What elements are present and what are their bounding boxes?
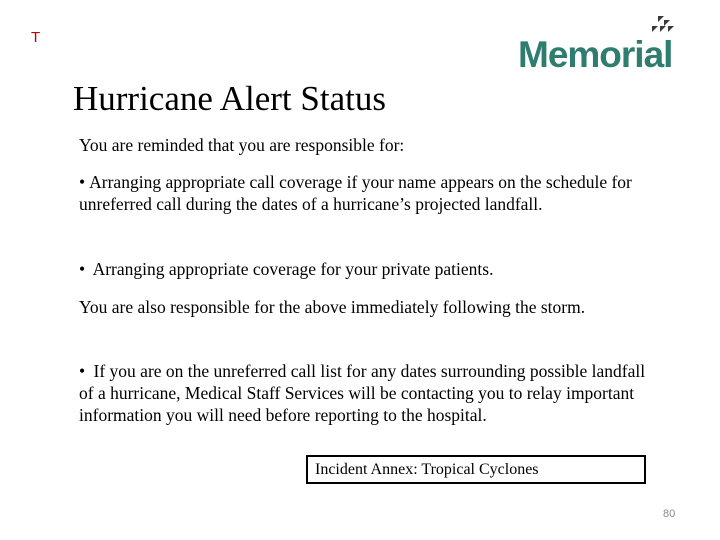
bullet-icon: • bbox=[79, 172, 86, 192]
followup-text: You are also responsible for the above immediately following the storm. bbox=[79, 297, 586, 317]
corner-mark: T bbox=[31, 29, 41, 46]
page-number: 80 bbox=[663, 508, 676, 520]
bullet-text: If you are on the unreferred call list for any dates surrounding possible landfall of a hurricane, Medical Staff Services will be contacting you to relay important information you will need before reporting to the hospital. bbox=[79, 361, 646, 425]
annex-label: Incident Annex: Tropical Cyclones bbox=[315, 461, 539, 478]
bullet-item-private-patients bbox=[79, 258, 659, 280]
bullet-item-call-coverage bbox=[79, 171, 659, 215]
bullet-text: Arranging appropriate call coverage if your name appears on the schedule for unreferred call during the dates of a hurricane’s projected landfall. bbox=[79, 172, 632, 214]
bullet-text: Arranging appropriate coverage for your private patients. bbox=[92, 259, 494, 279]
bullet-icon: • bbox=[79, 361, 86, 381]
intro-text: You are reminded that you are responsible for: bbox=[79, 135, 405, 155]
memorial-logo bbox=[518, 16, 690, 76]
incident-annex-box bbox=[306, 455, 646, 484]
logo-text: Memorial bbox=[518, 34, 673, 75]
slide-title: Hurricane Alert Status bbox=[73, 79, 386, 118]
bullet-icon: • bbox=[79, 259, 86, 279]
bullet-item-unreferred-call bbox=[79, 360, 659, 426]
